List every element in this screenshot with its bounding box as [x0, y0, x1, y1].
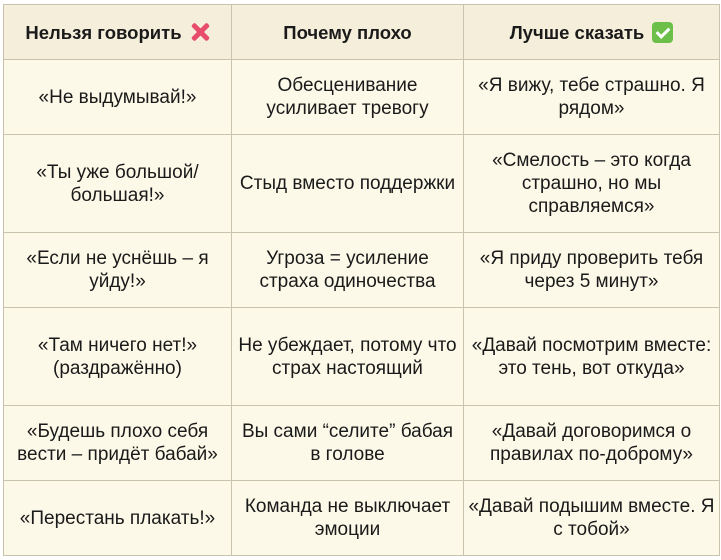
header-why-bad	[232, 5, 464, 60]
dont-say-cell: «Не выдумывай!»	[4, 60, 232, 135]
why-bad-cell: Вы сами “селите” бабая в голове	[232, 406, 464, 481]
phrases-comparison-table	[3, 4, 720, 556]
why-bad-cell: Стыд вместо поддержки	[232, 135, 464, 233]
table-row	[4, 481, 720, 556]
comparison-table-container	[3, 4, 719, 556]
why-bad-cell: Угроза = усиление страха одиночества	[232, 233, 464, 308]
dont-say-cell: «Перестань плакать!»	[4, 481, 232, 556]
header-better-say	[464, 5, 720, 60]
better-say-cell: «Давай посмотрим вместе: это тень, вот откуда»	[464, 308, 720, 406]
better-say-cell: «Я приду проверить тебя через 5 минут»	[464, 233, 720, 308]
header-dont-say	[4, 5, 232, 60]
table-row	[4, 233, 720, 308]
table-row	[4, 308, 720, 406]
why-bad-cell: Команда не выключает эмоции	[232, 481, 464, 556]
table-row	[4, 406, 720, 481]
check-mark-icon	[652, 22, 673, 43]
dont-say-cell: «Там ничего нет!» (раздражённо)	[4, 308, 232, 406]
better-say-cell: «Давай подышим вместе. Я с тобой»	[464, 481, 720, 556]
dont-say-cell: «Если не уснёшь – я уйду!»	[4, 233, 232, 308]
better-say-cell: «Давай договоримся о правилах по-доброму»	[464, 406, 720, 481]
header-better-say-label: Лучше сказать	[509, 21, 645, 43]
table-header-row	[4, 5, 720, 60]
dont-say-cell: «Ты уже большой/ большая!»	[4, 135, 232, 233]
header-dont-say-label: Нельзя говорить	[25, 21, 182, 43]
table-row	[4, 60, 720, 135]
header-why-bad-label: Почему плохо	[283, 21, 412, 43]
why-bad-cell: Обесценивание усиливает тревогу	[232, 60, 464, 135]
cross-mark-icon	[190, 22, 210, 42]
better-say-cell: «Смелость – это когда страшно, но мы справляемся»	[464, 135, 720, 233]
why-bad-cell: Не убеждает, потому что страх настоящий	[232, 308, 464, 406]
table-row	[4, 135, 720, 233]
dont-say-cell: «Будешь плохо себя вести – придёт бабай»	[4, 406, 232, 481]
better-say-cell: «Я вижу, тебе страшно. Я рядом»	[464, 60, 720, 135]
